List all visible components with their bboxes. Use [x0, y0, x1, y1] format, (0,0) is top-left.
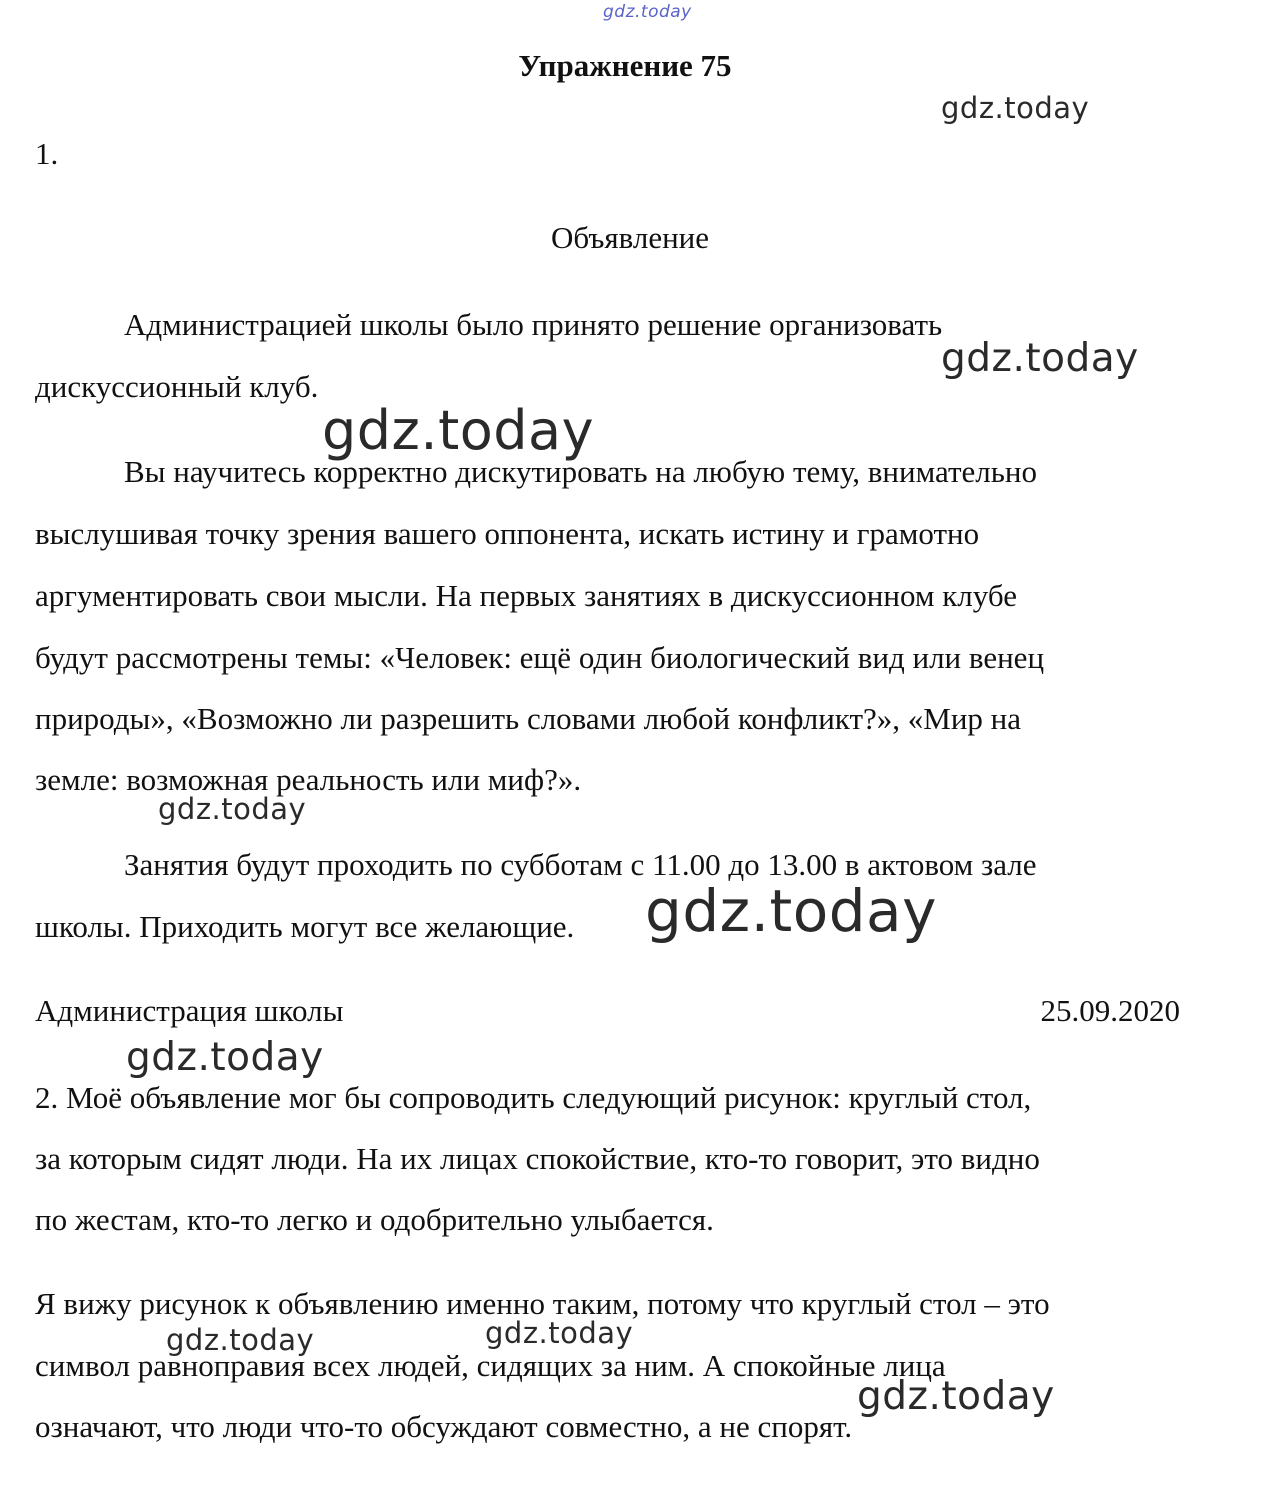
watermark: gdz.today: [941, 336, 1139, 381]
paragraph-line: 2. Моё объявление мог бы сопроводить следующий рисунок: круглый стол,: [35, 1080, 1032, 1115]
paragraph-line: за которым сидят люди. На их лицах спокойствие, кто-то говорит, это видно: [35, 1141, 1040, 1176]
paragraph-line: аргументировать свои мысли. На первых занятиях в дискуссионном клубе: [35, 578, 1017, 613]
paragraph-line: символ равноправия всех людей, сидящих за ним. А спокойные лица: [35, 1348, 946, 1383]
watermark: gdz.today: [857, 1374, 1055, 1419]
paragraph-line: будут рассмотрены темы: «Человек: ещё один биологический вид или венец: [35, 640, 1045, 675]
paragraph-line: Вы научитесь корректно дискутировать на любую тему, внимательно: [124, 454, 1037, 489]
watermark: gdz.today: [645, 877, 937, 945]
signature: Администрация школы: [35, 993, 344, 1028]
paragraph-line: Занятия будут проходить по субботам с 11.00 до 13.00 в актовом зале: [124, 847, 1037, 882]
watermark: gdz.today: [166, 1323, 315, 1357]
watermark: gdz.today: [158, 792, 307, 826]
paragraph-line: Я вижу рисунок к объявлению именно таким, потому что круглый стол – это: [35, 1286, 1050, 1321]
watermark: gdz.today: [941, 91, 1090, 125]
paragraph-line: земле: возможная реальность или миф?».: [35, 762, 582, 797]
paragraph-line: дискуссионный клуб.: [35, 369, 319, 404]
paragraph-line: школы. Приходить могут все желающие.: [35, 909, 575, 944]
paragraph-line: означают, что люди что-то обсуждают совместно, а не спорят.: [35, 1409, 853, 1444]
date: 25.09.2020: [1040, 993, 1180, 1028]
paragraph-line: природы», «Возможно ли разрешить словами любой конфликт?», «Мир на: [35, 701, 1022, 736]
part1-number: 1.: [35, 136, 59, 171]
paragraph-line: выслушивая точку зрения вашего оппонента, искать истину и грамотно: [35, 516, 980, 551]
page-title: Упражнение 75: [518, 48, 732, 83]
paragraph-line: по жестам, кто-то легко и одобрительно улыбается.: [35, 1202, 714, 1237]
watermark-top: gdz.today: [603, 2, 692, 22]
paragraph-line: Администрацией школы было принято решение организовать: [124, 307, 943, 342]
watermark: gdz.today: [126, 1035, 324, 1080]
watermark: gdz.today: [322, 399, 595, 462]
watermark: gdz.today: [485, 1316, 634, 1350]
announcement-heading: Объявление: [550, 220, 710, 255]
